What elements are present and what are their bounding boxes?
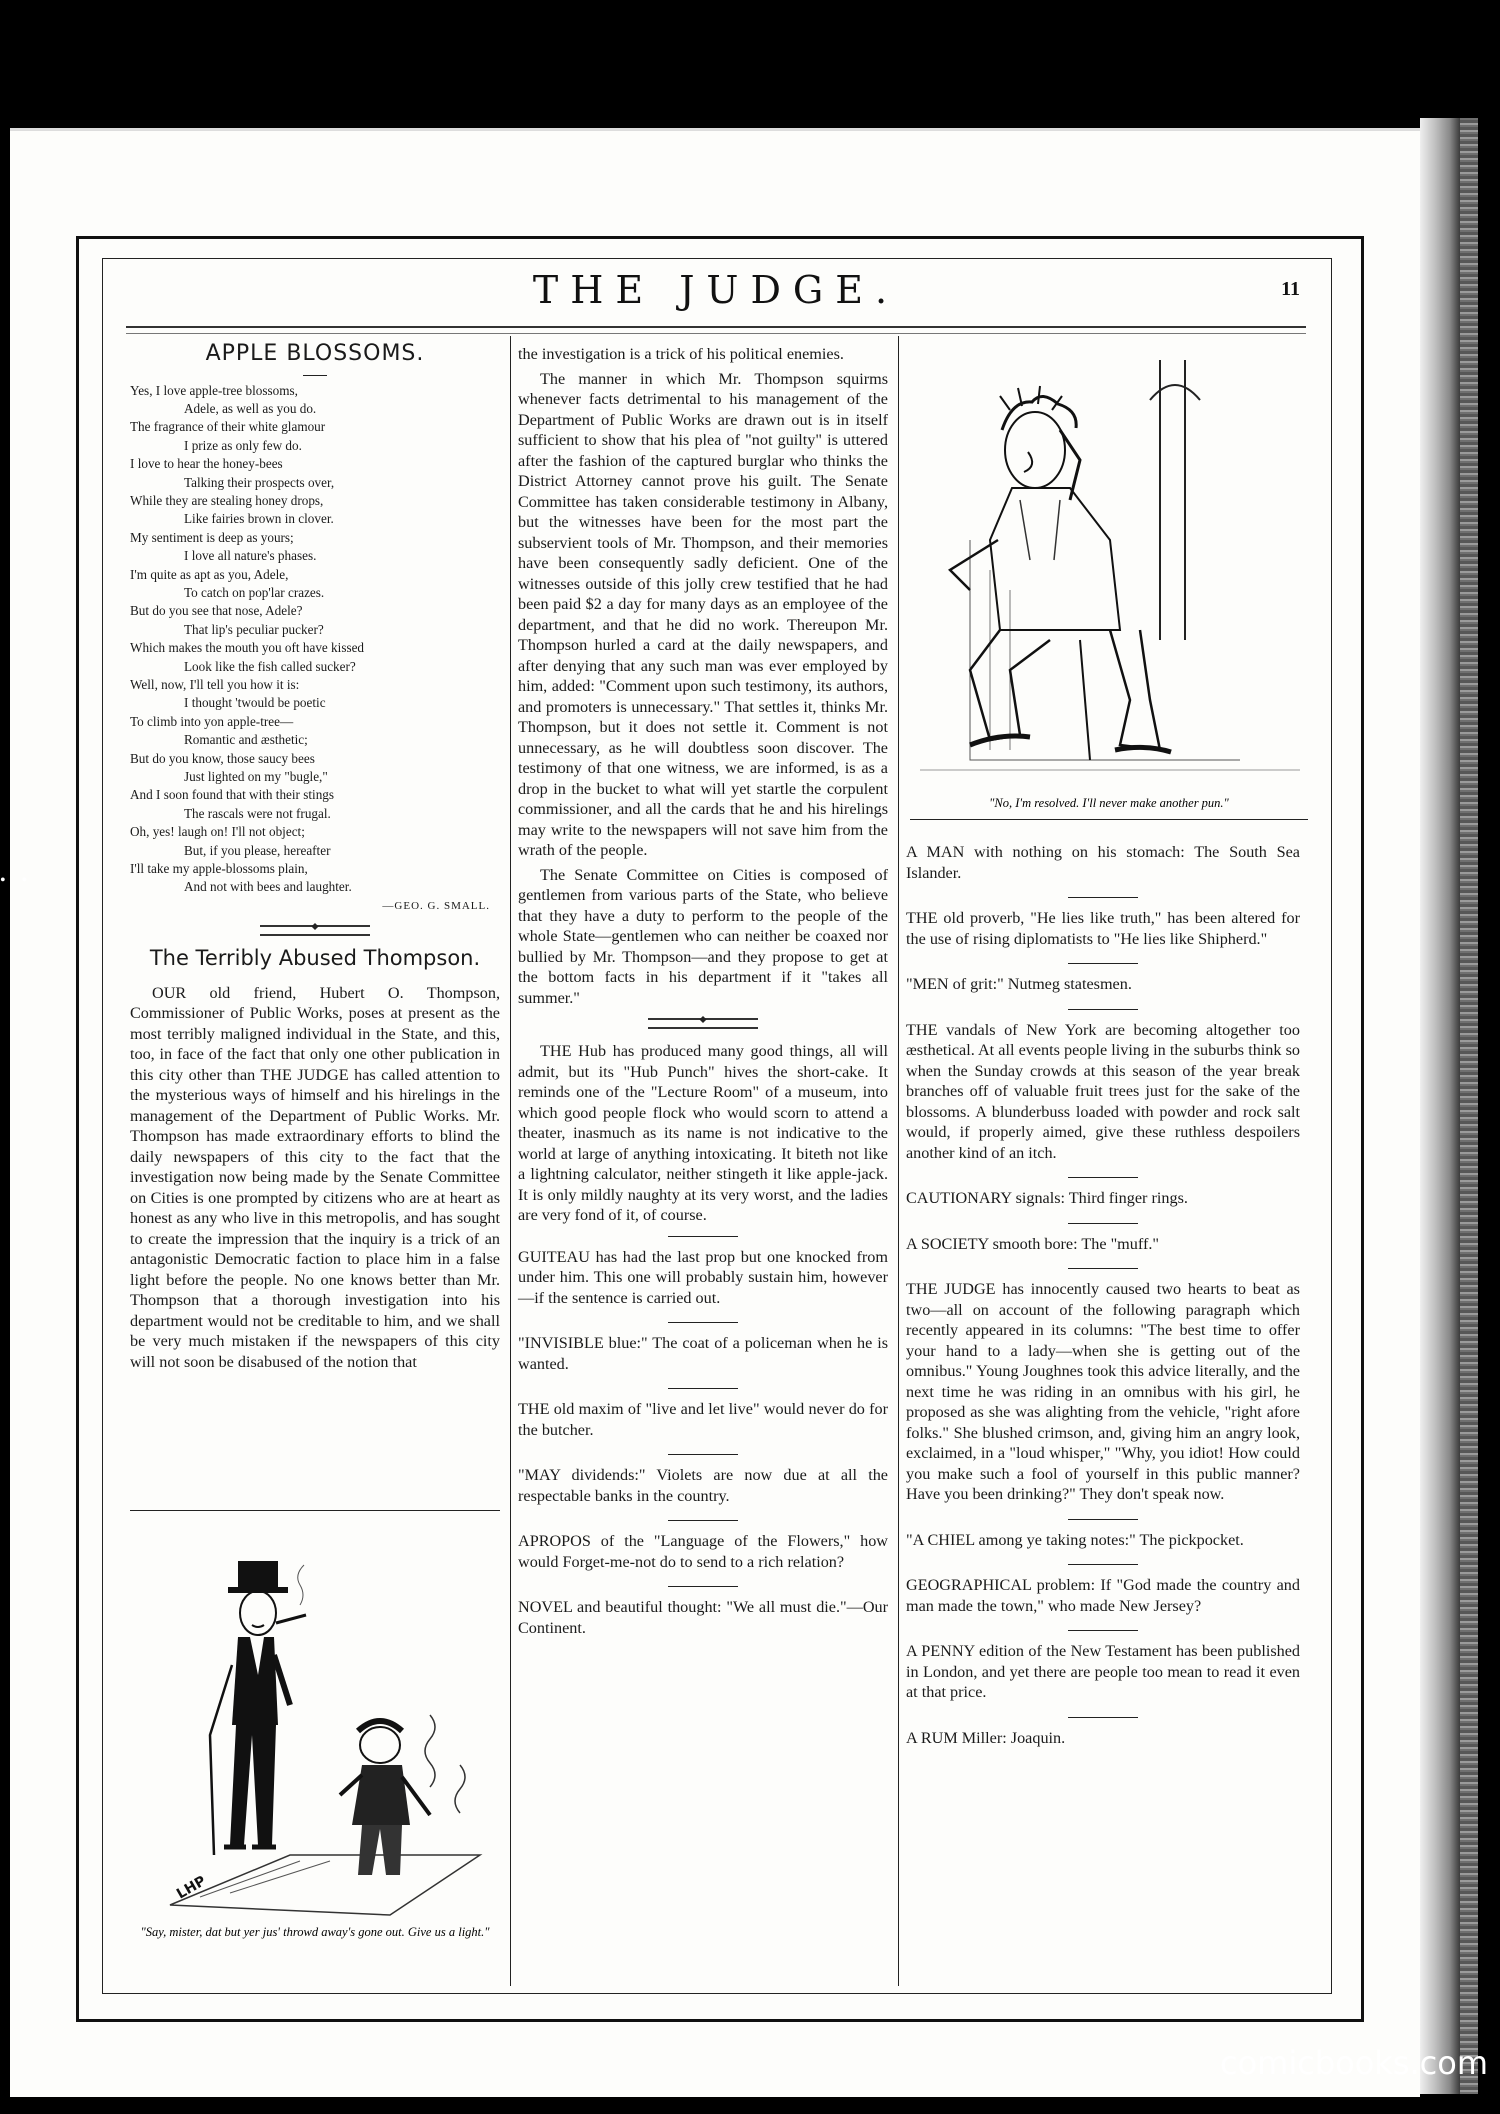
- poem-line: Like fairies brown in clover.: [184, 511, 334, 527]
- item-separator: [668, 1454, 738, 1455]
- item-separator: [1068, 1009, 1138, 1010]
- joke-item: A PENNY edition of the New Testament has been published in London, and yet there are people too mean to read it even at that price.: [906, 1642, 1300, 1701]
- column-middle: [518, 344, 888, 1652]
- item-separator: [668, 1520, 738, 1521]
- item-separator: [1068, 963, 1138, 964]
- poem-line: Yes, I love apple-tree blossoms,: [130, 382, 298, 398]
- poem-line: The fragrance of their white glamour: [130, 419, 326, 435]
- section-ornament: [260, 925, 370, 936]
- joke-item: GUITEAU has had the last prop but one knocked from under him. This one will probably sustain him, however—if the sentence is carried out.: [518, 1247, 888, 1307]
- edge-mark: • •: [0, 872, 34, 889]
- joke-item: "MAY dividends:" Violets are now due at all the respectable banks in the country.: [518, 1466, 888, 1505]
- joke-item: THE old proverb, "He lies like truth," has been altered for the use of rising diplomatists to "He lies like Shipherd.": [906, 909, 1300, 948]
- poem-line: While they are stealing honey drops,: [130, 492, 324, 508]
- joke-item: THE JUDGE has innocently caused two hearts to beat as two—all on account of the following paragraph which recently appeared in its columns: "The best time to offer your hand to a lady—when she is getting out of the omnibus." Young Joughnes took this advice literally, and the next time he was riding in an omnibus with his girl, he proposed as she was alighting from the vehicle, "right afore folks." She blushed crimson, and, giving him an angry look, exclaimed, in a "loud whisper," "Why, you idiot! How could you make such a fool of yourself in this public manner? Have you been drinking?" They don't speak now.: [906, 1280, 1300, 1503]
- joke-item: A SOCIETY smooth bore: The "muff.": [906, 1234, 1160, 1253]
- article-paragraph: The manner in which Mr. Thompson squirms whenever facts detrimental to his management of the Department of Public Works are drawn out is in itself sufficient to show that his plea of "not guilty" is uttered after the fashion of the captured burglar who thinks the District Attorney cannot prove his guilt. The Senate Committee has taken considerable testimony in Albany, but the witnesses have been for the most part the subservient tools of Mr. Thompson, and their memories have been consequently sadly deficient. One of the witnesses outside of this jolly crew testified that he had been paid $2 a day for many days as an employee of the department, and that he did no work. Thereupon Mr. Thompson hurled a card at the daily newspapers, and after denying that any such man was ever employed by him, added: "Comment upon such testimony, its authors, and promoters is unnecessary." That settles it, thinks Mr. Thompson, but it does not settle it. Comment is not unnecessary, as he will doubtless soon discover. The testimony of that one witness, we are informed, is as a drop in the bucket to what will yet startle the corpulent commissioner, and all the cards that he and his hirelings may write to the newspapers will not save him from the wrath of the people.: [518, 369, 888, 859]
- poem-line: To climb into yon apple-tree—: [130, 713, 294, 729]
- poem-body: [130, 382, 500, 916]
- cartoon-gentleman-and-boy: [140, 1525, 490, 1925]
- joke-item: CAUTIONARY signals: Third finger rings.: [906, 1189, 1188, 1207]
- poem-line: Which makes the mouth you oft have kissed: [130, 640, 365, 656]
- watermark: comicbooks.com: [1219, 2044, 1488, 2082]
- item-separator: [668, 1236, 738, 1237]
- cartoon-resolved-man: [910, 340, 1308, 800]
- item-separator: [1068, 897, 1138, 898]
- illustration-top-right: [910, 340, 1308, 820]
- poem-line: I love to hear the honey-bees: [130, 456, 283, 472]
- poem-title-rule: [303, 375, 327, 376]
- illustration-bottom-rule: [910, 819, 1308, 820]
- illustration-bottom-left: [140, 1525, 490, 1940]
- column-right: [906, 842, 1300, 1762]
- item-separator: [1068, 1223, 1138, 1224]
- poem-line: That lip's peculiar pucker?: [184, 621, 324, 637]
- section-ornament: [648, 1018, 758, 1029]
- poem-line: I thought 'twould be poetic: [184, 695, 326, 711]
- illustration-top-rule: [130, 1510, 500, 1511]
- masthead-title: THE JUDGE.: [532, 268, 900, 312]
- joke-item: "INVISIBLE blue:" The coat of a policeman when he is wanted.: [518, 1334, 888, 1373]
- poem-line: Look like the fish called sucker?: [184, 658, 356, 674]
- joke-item: "A CHIEL among ye taking notes:" The pickpocket.: [906, 1530, 1244, 1549]
- poem-line: Oh, yes! laugh on! I'll not object;: [130, 824, 305, 840]
- column-divider-right: [898, 336, 899, 1986]
- item-separator: [1068, 1177, 1138, 1178]
- hub-paragraph: THE Hub has produced many good things, all will admit, but its "Hub Punch" hives the short-cake. It reminds one of the "Lecture Room" of a museum, into which good people flock who would scorn to attend a theater, inasmuch as its name is not indicative to the world at large of anything intoxicating. It biteth not like a lightning calculator, neither stingeth it like apple-jack. It is only mildly naughty at its very worst, and the ladies are very fond of it, of course.: [518, 1042, 888, 1224]
- poem-line: The rascals were not frugal.: [184, 805, 331, 821]
- item-separator: [1068, 1717, 1138, 1718]
- item-separator: [1068, 1519, 1138, 1520]
- article-title: The Terribly Abused Thompson.: [149, 946, 481, 971]
- poem-line: Romantic and æsthetic;: [184, 732, 308, 748]
- poem-line: And not with bees and laughter.: [184, 879, 352, 895]
- item-separator: [1068, 1564, 1138, 1565]
- column-divider-left: [510, 336, 511, 1986]
- jokes-list-right: [906, 842, 1300, 1748]
- article-continuation: the investigation is a trick of his political enemies.: [518, 345, 844, 363]
- poem-line: I prize as only few do.: [184, 437, 302, 453]
- page-number: 11: [1281, 278, 1300, 300]
- item-separator: [668, 1322, 738, 1323]
- joke-item: GEOGRAPHICAL problem: If "God made the country and man made the town," who made New Jersey?: [906, 1576, 1300, 1615]
- poem-line: But do you know, those saucy bees: [130, 750, 315, 766]
- poem-line: My sentiment is deep as yours;: [130, 529, 294, 545]
- poem-line: But do you see that nose, Adele?: [130, 603, 303, 619]
- caption-bottom-left: "Say, mister, dat but yer jus' throwd away's gone out. Give us a light.": [140, 1925, 490, 1939]
- article-paragraph: The Senate Committee on Cities is composed of gentlemen from various parts of the State, who believe that they have a duty to perform to the people of the whole State—gentlemen who can neither be coaxed nor bullied by Mr. Thompson—and they propose to get at the bottom facts in his department if it "takes all summer.": [518, 865, 888, 1007]
- book-spine-edge: [1460, 118, 1478, 2094]
- joke-item: NOVEL and beautiful thought: "We all must die."—Our Continent.: [518, 1598, 888, 1637]
- artist-signature: LHP: [174, 1873, 209, 1903]
- joke-item: "MEN of grit:" Nutmeg statesmen.: [906, 975, 1132, 993]
- item-separator: [1068, 1268, 1138, 1269]
- joke-item: THE old maxim of "live and let live" would never do for the butcher.: [518, 1400, 888, 1439]
- poem-line: Just lighted on my "bugle,": [184, 769, 328, 785]
- item-separator: [1068, 1630, 1138, 1631]
- item-separator: [668, 1586, 738, 1587]
- poem-line: I'm quite as apt as you, Adele,: [130, 566, 289, 582]
- book-spine: [1420, 118, 1460, 2094]
- masthead-rule: [126, 326, 1306, 334]
- article-paragraph: OUR old friend, Hubert O. Thompson, Commissioner of Public Works, poses at present as the most terribly maligned individual in the State, and this, too, in face of the fact that only one other publication in this city other than THE JUDGE has called attention to the mysterious ways of himself and his hirelings in the management of the Department of Public Works. Mr. Thompson has made extraordinary efforts to blind the daily newspapers of this city to the fact that the investigation now being made by the Senate Committee on Cities is one prompted by citizens who are at heart as honest as any who live in this metropolis, and has sought to create the impression that the inquiry is a trick of an antagonistic Democratic faction to place him in a false light before the people. No one knows better than Mr. Thompson that a thorough investigation into his department would not be creditable to him, and we shall be very much mistaken if the newspapers of this city will not soon be disabused of the notion that: [130, 983, 500, 1371]
- caption-top-right: "No, I'm resolved. I'll never make another pun.": [989, 796, 1229, 810]
- column-left: [130, 341, 500, 1376]
- poem-title: APPLE BLOSSOMS.: [205, 341, 425, 366]
- poem-line: Talking their prospects over,: [184, 474, 335, 490]
- poem-line: To catch on pop'lar crazes.: [184, 584, 325, 600]
- joke-item: THE vandals of New York are becoming altogether too æsthetical. At all events people living in the suburbs think so when the Sunday crowds at this season of the year break branches off of valuable fruit trees just for the sake of the blossoms. A blunderbuss loaded with powder and rock salt would, if properly aimed, give these ruthless despoilers another kind of an itch.: [906, 1020, 1300, 1162]
- poem-line: But, if you please, hereafter: [184, 842, 331, 858]
- item-separator: [668, 1388, 738, 1389]
- joke-item: A RUM Miller: Joaquin.: [906, 1728, 1066, 1747]
- joke-item: APROPOS of the "Language of the Flowers," how would Forget-me-not do to send to a rich relation?: [518, 1532, 888, 1571]
- poem-line: And I soon found that with their stings: [130, 787, 335, 803]
- poem-line: I love all nature's phases.: [184, 548, 317, 564]
- poem-line: Well, now, I'll tell you how it is:: [130, 677, 300, 692]
- joke-item: A MAN with nothing on his stomach: The South Sea Islander.: [906, 843, 1300, 882]
- poem-signature: —GEO. G. SMALL.: [382, 899, 490, 912]
- poem-line: I'll take my apple-blossoms plain,: [130, 861, 308, 877]
- poem-line: Adele, as well as you do.: [184, 400, 317, 416]
- jokes-list-middle: [518, 1236, 888, 1639]
